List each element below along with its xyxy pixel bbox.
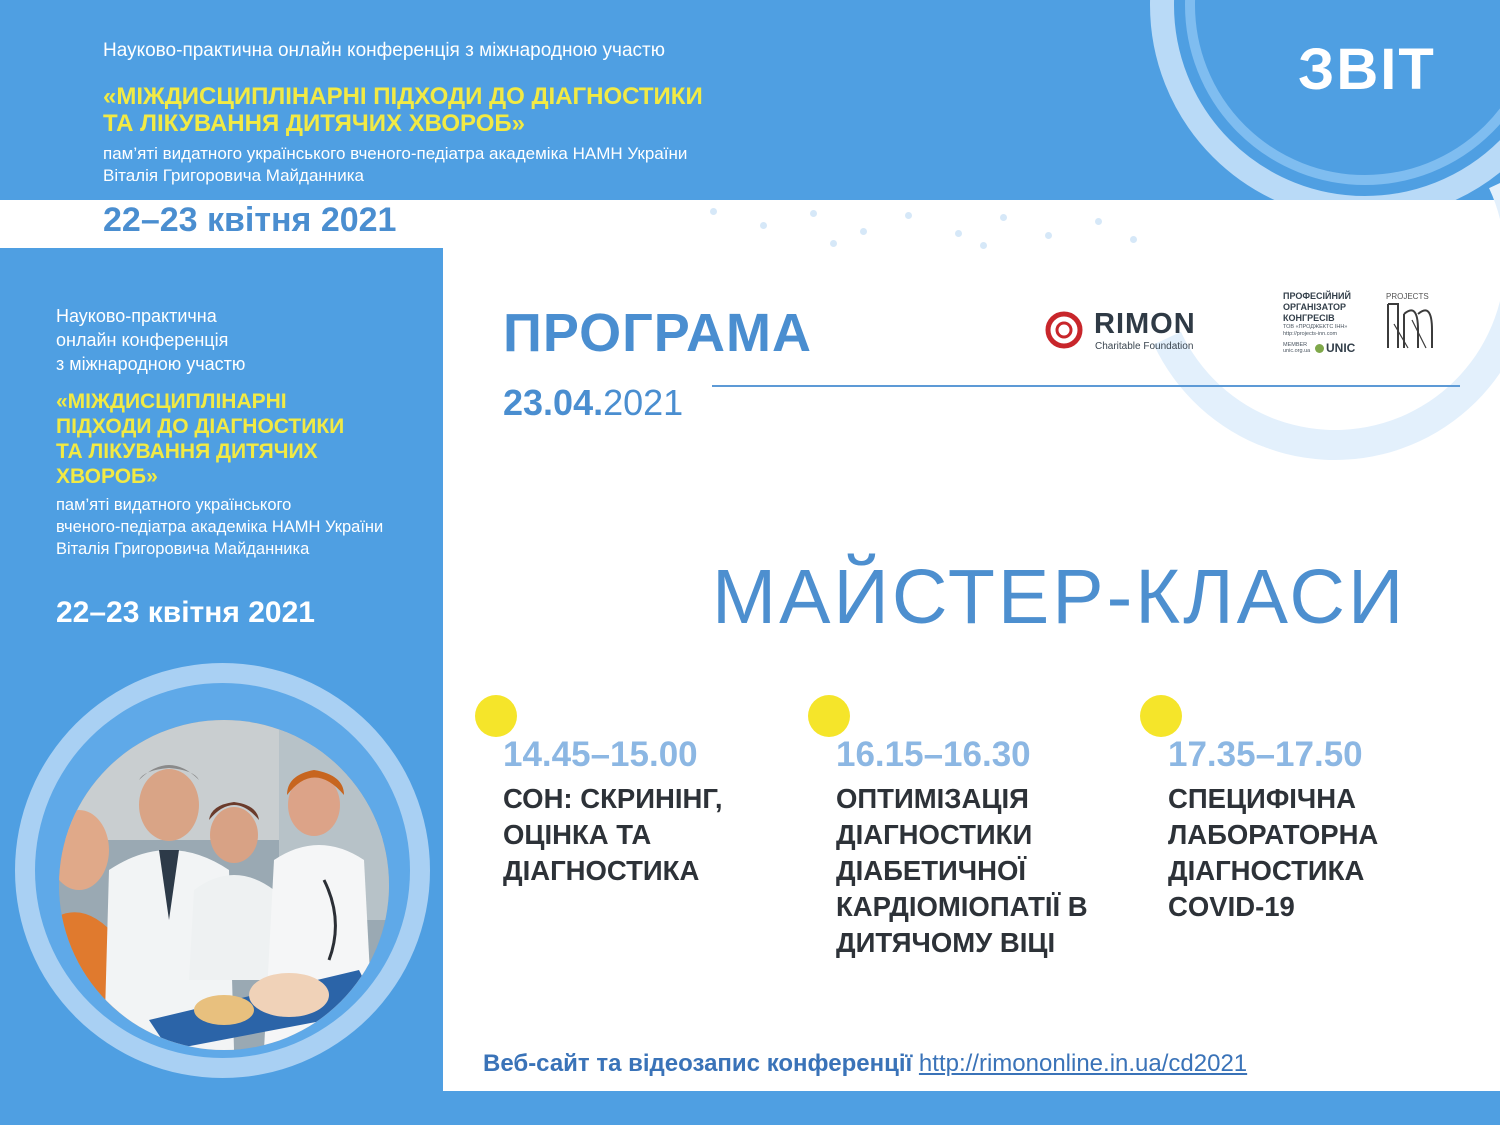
rimon-name: RIMON (1094, 308, 1196, 340)
unic-icon (1315, 344, 1324, 353)
session-topic: СОН: СКРИНІНГ, ОЦІНКА ТА ДІАГНОСТИКА (503, 783, 723, 886)
yellow-dot-icon (808, 695, 850, 737)
poster-title: «МІЖДИСЦИПЛІНАРНІ ПІДХОДИ ДО ДІАГНОСТИКИ ТА ЛІКУВАННЯ ДИТЯЧИХ ХВОРОБ» (56, 390, 345, 488)
session-2 (836, 735, 1088, 961)
website-footer (483, 1050, 1247, 1078)
organizer-logo: ПРОФЕСІЙНИЙ ОРГАНІЗАТОР КОНГРЕСІВ ТОВ «ПРОДЖЕКТС ІНН» http://projects-inn.com MEMBER unic.org.ua UNIC (1283, 291, 1393, 355)
doctors-photo-illustration (59, 720, 389, 1050)
poster-intro: Науково-практична онлайн конференція з міжнародною участю (56, 306, 246, 374)
website-label: Веб-сайт та відеозапис конференції (483, 1050, 913, 1077)
master-classes-title: МАЙСТЕР-КЛАСИ (712, 554, 1407, 640)
session-1 (503, 735, 722, 889)
rimon-logo-icon (1045, 311, 1083, 349)
poster-panel (0, 248, 443, 1091)
session-time: 17.35–17.50 (1168, 735, 1363, 774)
conference-intro: Науково-практична онлайн конференція з міжнародною участю (103, 40, 665, 61)
session-topic: СПЕЦИФІЧНА ЛАБОРАТОРНА ДІАГНОСТИКА COVID-19 (1168, 783, 1379, 922)
website-link[interactable]: http://rimononline.in.ua/cd2021 (918, 1050, 1248, 1077)
conference-title: «МІЖДИСЦИПЛІНАРНІ ПІДХОДИ ДО ДІАГНОСТИКИ ТА ЛІКУВАННЯ ДИТЯЧИХ ХВОРОБ» (103, 83, 703, 137)
conference-dates: 22–23 квітня 2021 (103, 201, 397, 239)
session-time: 16.15–16.30 (836, 735, 1031, 774)
projects-logo (1384, 290, 1440, 352)
session-topic: ОПТИМІЗАЦІЯ ДІАГНОСТИКИ ДІАБЕТИЧНОЇ КАРДІОМІОПАТІЇ В ДИТЯЧОМУ ВІЦІ (836, 783, 1088, 958)
rimon-subtitle: Charitable Foundation (1095, 341, 1194, 352)
session-3 (1168, 735, 1378, 925)
unic-member-badge: MEMBER unic.org.ua UNIC (1283, 341, 1356, 355)
decorative-dots (700, 200, 1150, 250)
poster-dates: 22–23 квітня 2021 (56, 596, 315, 629)
program-divider (712, 385, 1460, 387)
conference-memory: пам’яті видатного українського вченого-педіатра академіка НАМН України Віталія Григоровича Майданника (103, 144, 688, 185)
program-title: ПРОГРАМА (503, 303, 812, 363)
session-time: 14.45–15.00 (503, 735, 698, 774)
doctors-photo (59, 720, 389, 1050)
report-label: ЗВІТ (1298, 37, 1436, 102)
yellow-dot-icon (475, 695, 517, 737)
program-date: 23.04.2021 (503, 382, 684, 423)
bottom-bar (0, 1091, 1500, 1125)
rimon-logo (1045, 308, 1215, 352)
poster-memory: пам’яті видатного українського вченого-педіатра академіка НАМН України Віталія Григоровича Майданника (56, 496, 384, 558)
projects-logo-text: PROJECTS (1386, 292, 1429, 301)
yellow-dot-icon (1140, 695, 1182, 737)
